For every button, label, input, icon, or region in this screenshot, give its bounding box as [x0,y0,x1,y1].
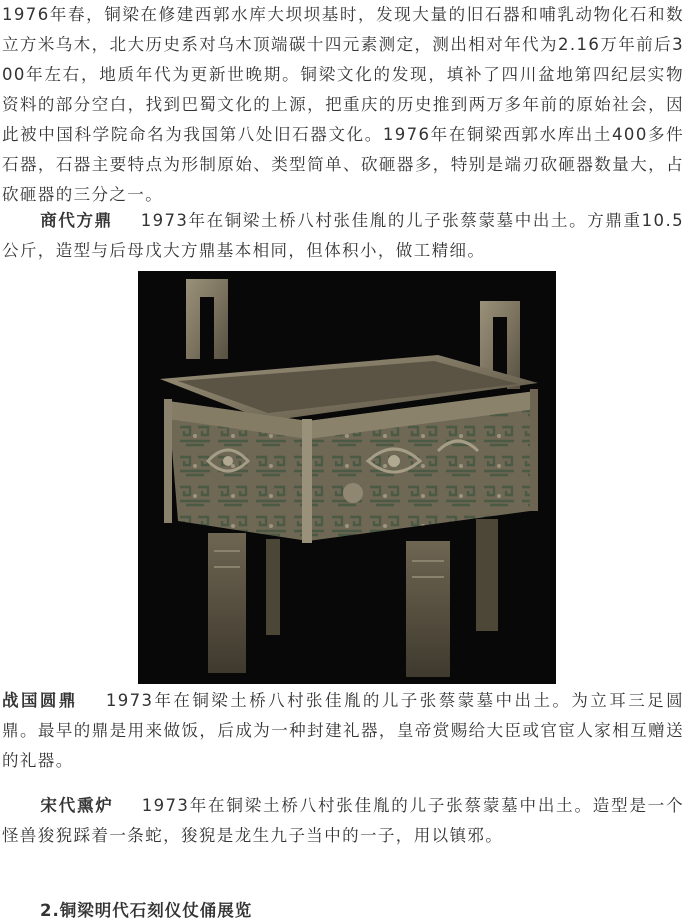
paragraph-warring-states-ding [2,686,684,776]
paragraph-text: 1976年春，铜梁在修建西郭水库大坝坝基时，发现大量的旧石器和哺乳动物化石和数立方米乌木，北大历史系对乌木顶端碳十四元素测定，测出相对年代为2.16万年前后300年左右，地质年代为更新世晚期。铜梁文化的发现，填补了四川盆地第四纪层实物资料的部分空白，找到巴蜀文化的上源，把重庆的历史推到两万多年前的原始社会，因此被中国科学院命名为我国第八处旧石器文化。1976年在铜梁西郭水库出土400多件石器，石器主要特点为形制原始、类型简单、砍砸器多，特别是端刃砍砸器数量大，占砍砸器的三分之一。 [2,5,684,204]
paragraph-text: 1973年在铜梁土桥八村张佳胤的儿子张蔡蒙墓中出土。造型是一个怪兽狻猊踩着一条蛇，狻猊是龙生九子当中的一子，用以镇邪。 [2,796,684,845]
paragraph-shang-ding [2,206,684,266]
item-heading: 商代方鼎 [40,211,113,230]
bronze-ding-photo [138,271,556,684]
item-heading: 战国圆鼎 [2,691,78,710]
paragraph-text: 1973年在铜梁土桥八村张佳胤的儿子张蔡蒙墓中出土。为立耳三足圆鼎。最早的鼎是用来做饭，后成为一种封建礼器，皇帝赏赐给大臣或官宦人家相互赠送的礼器。 [2,691,684,770]
bronze-ding-illustration [138,271,556,684]
paragraph-song-censer [2,791,684,851]
paragraph-text: 1973年在铜梁土桥八村张佳胤的儿子张蔡蒙墓中出土。方鼎重10.5公斤，造型与后母戊大方鼎基本相同，但体积小，做工精细。 [2,211,684,260]
paragraph-paleolithic [2,0,684,210]
section-heading: 2.铜梁明代石刻仪仗俑展览 [40,901,253,920]
item-heading: 宋代熏炉 [40,796,114,815]
